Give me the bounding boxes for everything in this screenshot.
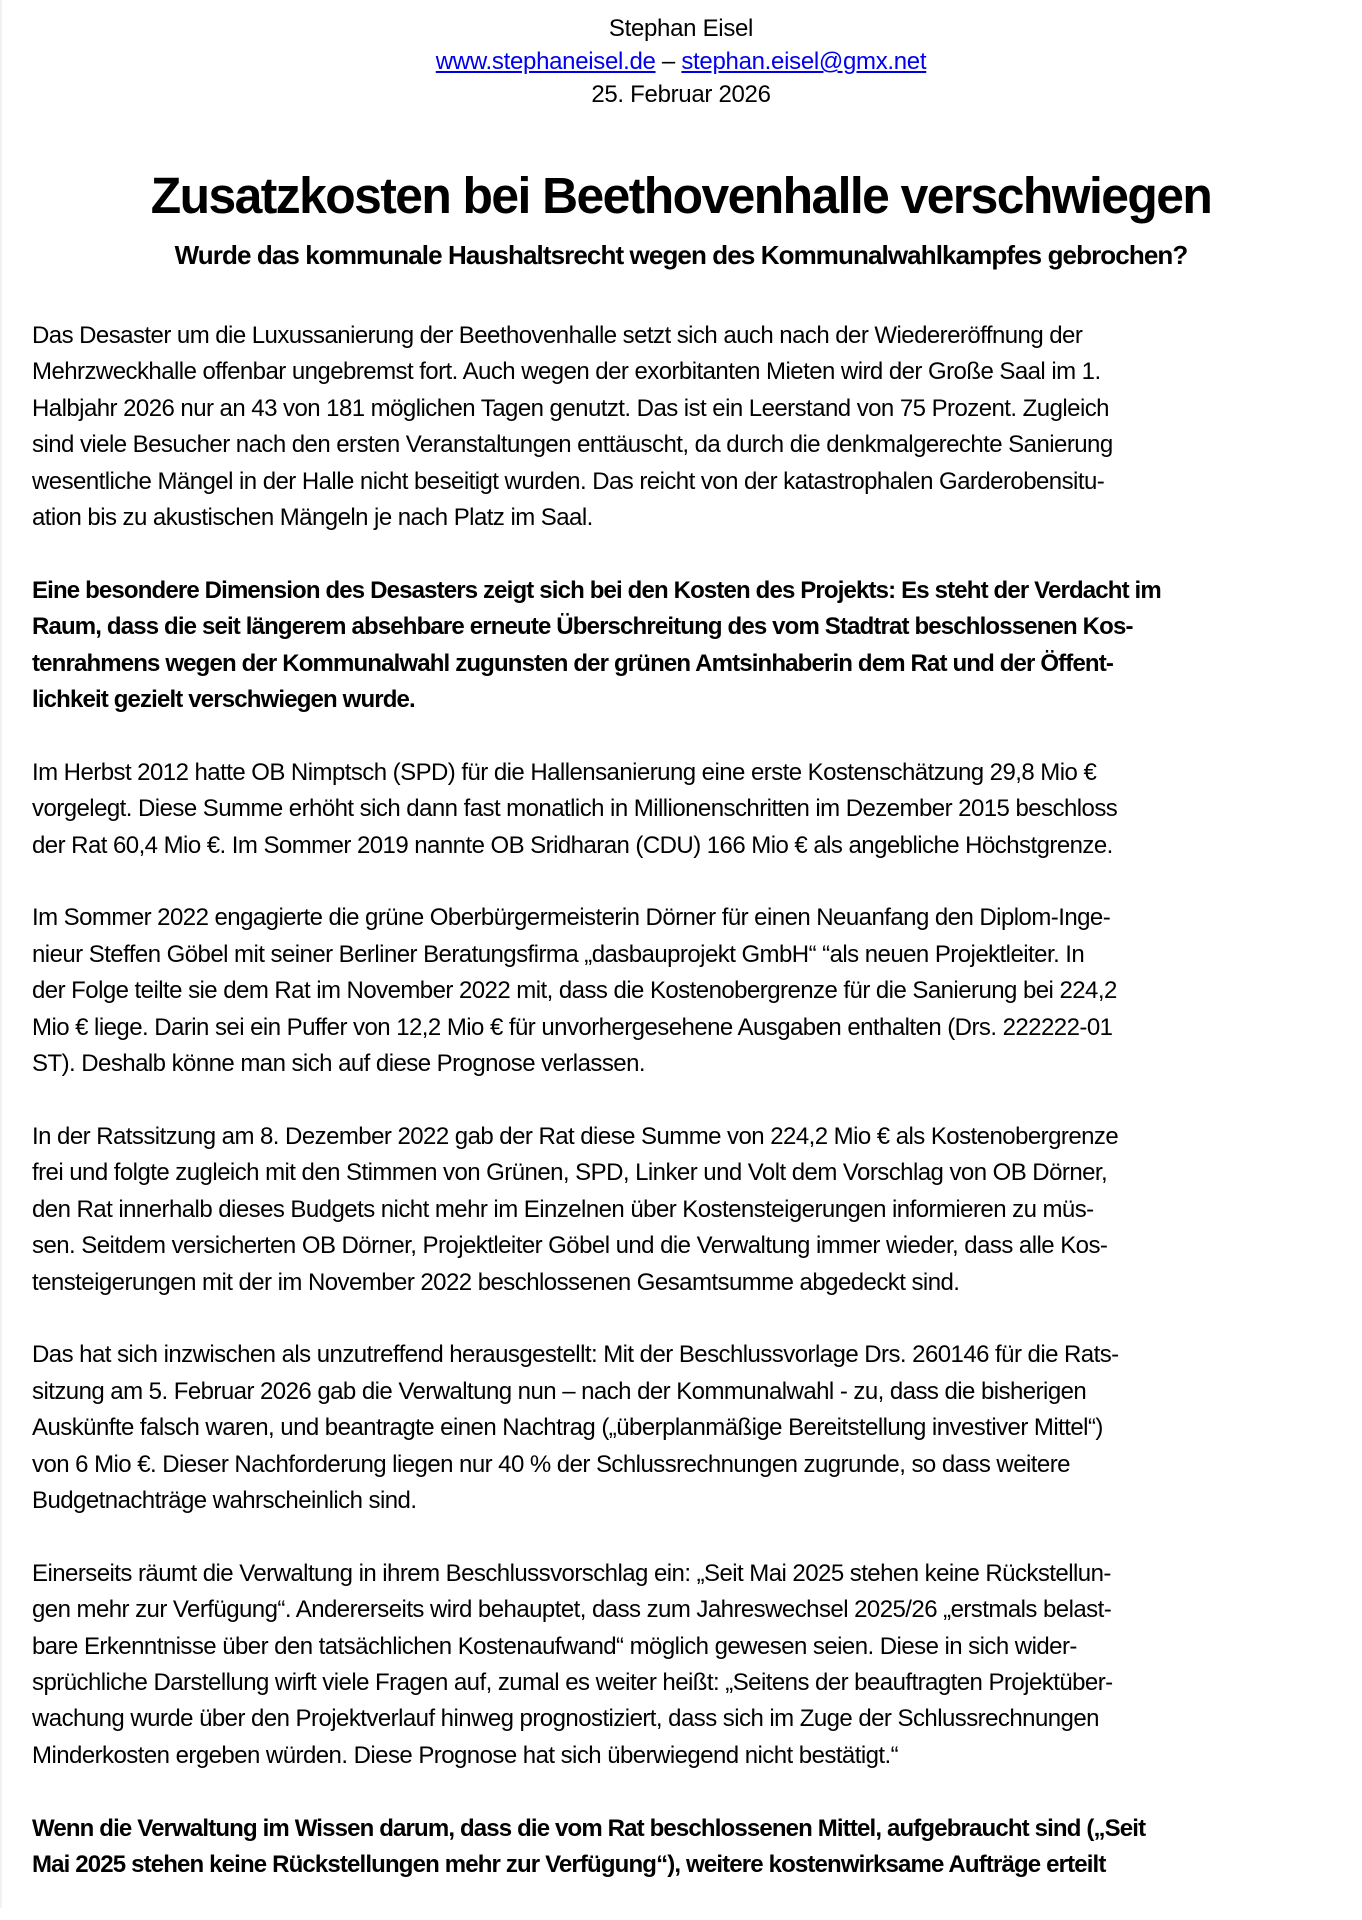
document-subtitle: Wurde das kommunale Haushaltsrecht wegen des Kommunalwahlkampfes gebrochen? <box>174 240 1188 270</box>
paragraph <box>32 900 1342 1082</box>
paragraph-line: der Rat 60,4 Mio €. Im Sommer 2019 nannte OB Sridharan (CDU) 166 Mio € als angebliche Höchstgrenze. <box>32 831 1113 859</box>
paragraph-line: den Rat innerhalb dieses Budgets nicht mehr im Einzelnen über Kostensteigerungen informieren zu müs- <box>32 1195 1094 1223</box>
paragraph-line: Wenn die Verwaltung im Wissen darum, dass die vom Rat beschlossenen Mittel, aufgebraucht sind („Seit <box>32 1814 1146 1842</box>
paragraph <box>32 1556 1342 1774</box>
website-link[interactable]: www.stephaneisel.de <box>435 48 656 75</box>
emphasized-paragraph <box>32 1811 1342 1884</box>
paragraph-line: Mehrzweckhalle offenbar ungebremst fort. Auch wegen der exorbitanten Mieten wird der Große Saal im 1. <box>32 358 1101 386</box>
paragraph <box>32 1119 1342 1301</box>
paragraph-line: tensteigerungen mit der im November 2022 beschlossenen Gesamtsumme abgedeckt sind. <box>32 1268 960 1296</box>
document-title: Zusatzkosten bei Beethovenhalle verschwiegen <box>150 167 1212 224</box>
paragraph-line: gen mehr zur Verfügung“. Andererseits wird behauptet, dass zum Jahreswechsel 2025/26 „erstmals belast- <box>32 1596 1112 1624</box>
paragraph-line: vorgelegt. Diese Summe erhöht sich dann fast monatlich in Millionenschritten im Dezember 2015 beschloss <box>32 795 1118 823</box>
paragraph-line: Mio € liege. Darin sei ein Puffer von 12,2 Mio € für unvorhergesehene Ausgaben enthalten (Drs. 222222-01 <box>32 1013 1113 1041</box>
paragraph <box>32 1337 1342 1519</box>
paragraph-line: Minderkosten ergeben würden. Diese Prognose hat sich überwiegend nicht bestätigt.“ <box>32 1741 899 1769</box>
email-link[interactable]: stephan.eisel@gmx.net <box>681 48 927 75</box>
paragraph-line: Mai 2025 stehen keine Rückstellungen mehr zur Verfügung“), weitere kostenwirksame Aufträge erteilt <box>32 1850 1106 1878</box>
author-name: Stephan Eisel <box>608 15 754 42</box>
paragraph-line: Raum, dass die seit längerem absehbare erneute Überschreitung des vom Stadtrat beschlossenen Kos- <box>32 613 1133 641</box>
contact-separator: – <box>661 48 675 75</box>
paragraph-line: Halbjahr 2026 nur an 43 von 181 möglichen Tagen genutzt. Das ist ein Leerstand von 75 Prozent. Zugleich <box>32 394 1109 422</box>
paragraph-line: von 6 Mio €. Dieser Nachforderung liegen nur 40 % der Schlussrechnungen zugrunde, so dass weitere <box>32 1450 1070 1478</box>
paragraph-line: frei und folgte zugleich mit den Stimmen von Grünen, SPD, Linker und Volt dem Vorschlag von OB Dörner, <box>32 1159 1108 1187</box>
paragraph-line: ST). Deshalb könne man sich auf diese Prognose verlassen. <box>32 1050 645 1078</box>
document-header <box>0 12 1362 111</box>
paragraph-line: Auskünfte falsch waren, und beantragte einen Nachtrag („überplanmäßige Bereitstellung investiver Mittel“) <box>32 1414 1103 1442</box>
contact-line <box>0 45 1362 78</box>
document-date: 25. Februar 2026 <box>591 81 771 108</box>
paragraph-line: Das hat sich inzwischen als unzutreffend herausgestellt: Mit der Beschlussvorlage Drs. 260146 für die Rats- <box>32 1341 1119 1369</box>
paragraph-line: bare Erkenntnisse über den tatsächlichen Kostenaufwand“ möglich gewesen seien. Diese in sich wider- <box>32 1632 1077 1660</box>
paragraph-line: sind viele Besucher nach den ersten Veranstaltungen enttäuscht, da durch die denkmalgerechte Sanierung <box>32 431 1113 459</box>
paragraph-line: Das Desaster um die Luxussanierung der Beethovenhalle setzt sich auch nach der Wiedereröffnung der <box>32 322 1083 349</box>
paragraph-line: Im Herbst 2012 hatte OB Nimptsch (SPD) für die Hallensanierung eine erste Kostenschätzung 29,8 Mio € <box>32 758 1097 786</box>
paragraph-line: lichkeit gezielt verschwiegen wurde. <box>32 686 415 714</box>
paragraph-line: sitzung am 5. Februar 2026 gab die Verwaltung nun – nach der Kommunalwahl - zu, dass die bisherigen <box>32 1377 1087 1405</box>
paragraph-line: sen. Seitdem versicherten OB Dörner, Projektleiter Göbel und die Verwaltung immer wieder, dass alle Kos- <box>32 1232 1108 1260</box>
paragraph-line: Im Sommer 2022 engagierte die grüne Oberbürgermeisterin Dörner für einen Neuanfang den Diplom-Inge- <box>32 904 1111 932</box>
document-body <box>32 318 1342 1920</box>
paragraph-line: wachung wurde über den Projektverlauf hinweg prognostiziert, dass sich im Zuge der Schlussrechnungen <box>32 1705 1099 1733</box>
paragraph-line: sprüchliche Darstellung wirft viele Fragen auf, zumal es weiter heißt: „Seitens der beauftragten Projektüber- <box>32 1668 1113 1696</box>
emphasized-paragraph <box>32 573 1342 719</box>
paragraph <box>32 318 1342 536</box>
paragraph-line: In der Ratssitzung am 8. Dezember 2022 gab der Rat diese Summe von 224,2 Mio € als Kostenobergrenze <box>32 1122 1119 1150</box>
paragraph <box>32 755 1342 864</box>
paragraph-line: Einerseits räumt die Verwaltung in ihrem Beschlussvorschlag ein: „Seit Mai 2025 stehen keine Rückstellun- <box>32 1559 1111 1587</box>
paragraph-line: tenrahmens wegen der Kommunalwahl zugunsten der grünen Amtsinhaberin dem Rat und der Öffent- <box>32 649 1114 677</box>
paragraph-line: nieur Steffen Göbel mit seiner Berliner Beratungsfirma „dasbauprojekt GmbH“ “als neuen Projektleiter. In <box>32 940 1085 968</box>
page-edge <box>0 0 2 1908</box>
paragraph-line: der Folge teilte sie dem Rat im November 2022 mit, dass die Kostenobergrenze für die Sanierung bei 224,2 <box>32 977 1117 1005</box>
paragraph-line: wesentliche Mängel in der Halle nicht beseitigt wurden. Das reicht von der katastrophalen Garderobensitu- <box>32 467 1105 495</box>
paragraph-line: Budgetnachträge wahrscheinlich sind. <box>32 1486 417 1514</box>
paragraph-line: Eine besondere Dimension des Desasters zeigt sich bei den Kosten des Projekts: Es steht der Verdacht im <box>32 576 1161 604</box>
paragraph-line: ation bis zu akustischen Mängeln je nach Platz im Saal. <box>32 504 593 532</box>
